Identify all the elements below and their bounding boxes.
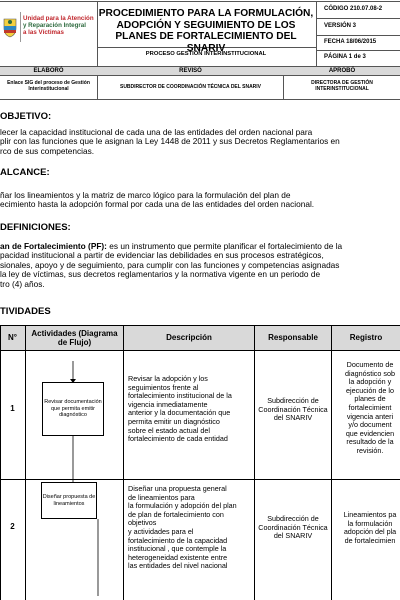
description-line: fortalecimiento de la capacidad (128, 535, 228, 545)
definition-line: pacidad institucional a partir de evidenciar las debilidades en sus procesos estratégicos, (0, 250, 324, 261)
responsable-line: Subdirección de (267, 396, 319, 405)
alcance-text (0, 191, 398, 210)
responsable-line: Subdirección de (267, 514, 319, 523)
document-title: PROCEDIMIENTO PARA LA FORMULACIÓN, ADOPCIÓN Y SEGUIMIENTO DE LOS PLANES DE FORTALECIMIENTO DEL SNARIV (98, 8, 314, 54)
column-header-descripcion: Descripción (124, 325, 254, 350)
column-header-registro: Registro (332, 325, 400, 350)
registro-line: y/o document (348, 420, 392, 430)
description-line: las entidades del nivel nacional (128, 561, 228, 571)
reviso-header: REVISÓ (179, 68, 202, 74)
description-line: de lineamientos para (128, 492, 195, 502)
description-line: de plan de fortalecimiento con objetivos (128, 509, 224, 528)
definition-line: tro (4) años. (0, 278, 45, 289)
registro-line: resultado de la (346, 437, 394, 447)
colombia-shield-icon (2, 16, 18, 38)
document-version: VERSIÓN 3 (324, 23, 357, 29)
page-number: PÁGINA 1 de 3 (324, 54, 366, 60)
document-code: CÓDIGO 210.07.08-2 (324, 6, 383, 12)
registro-line: adopción del pla (343, 527, 397, 537)
logo-text-line3: a las Víctimas (23, 29, 64, 36)
row-number: 1 (10, 404, 15, 413)
logo-text-line1: Unidad para la Atención (23, 15, 94, 22)
definition-line: sionales, apoyo y de seguimiento, para cumplir con las funciones y competencias asignadas (0, 259, 340, 270)
description-line: anterior y la documentación que (128, 408, 231, 418)
registro-line: diagnóstico sob (345, 368, 395, 378)
column-header-n: N° (0, 325, 25, 350)
definiciones-heading: DEFINICIONES: (0, 222, 71, 233)
description-line: fortalecimiento institucional de la (128, 391, 232, 401)
definition-line: la ley de víctimas, sus decretos reglamentarios y la normativa vigente en un periodo de (0, 269, 321, 280)
registro-line: revisión. (356, 445, 384, 455)
alcance-heading: ALCANCE: (0, 167, 50, 178)
description-line: Diseñar una propuesta general (128, 484, 227, 493)
definiciones-text (0, 242, 398, 289)
elaboro-value: Enlace SIG del proceso de Gestión Interinstitucional (7, 80, 90, 92)
objetivo-line: lecer la capacidad institucional de cada una de las entidades del orden nacional para (0, 127, 313, 137)
actividades-heading: TIVIDADES (0, 306, 51, 317)
responsable-line: del SNARIV (273, 531, 313, 541)
registro-line: vigencia anteri (346, 411, 394, 421)
row-registro (340, 361, 400, 456)
objetivo-line: rco de sus competencias. (0, 145, 95, 156)
registro-line: Lineamientos pa (343, 511, 397, 519)
definition-text: es un instrumento que permite planificar el fortalecimiento de la (106, 241, 343, 251)
registro-line: de fortalecimien (344, 535, 396, 545)
row-responsable (255, 515, 331, 541)
objetivo-heading: OBJETIVO: (0, 111, 52, 122)
description-line: vigencia inmediatamente (128, 399, 208, 409)
responsable-line: del SNARIV (273, 413, 313, 423)
registro-line: ejecución de lo (346, 385, 394, 395)
logo-text-line2: y Reparación Integral (23, 22, 86, 29)
description-line: institucional , que contemple la (128, 544, 227, 554)
description-line: heterogeneidad existente entre (128, 552, 228, 562)
row-description (128, 375, 252, 444)
column-header-responsable: Responsable (255, 325, 331, 350)
aprobo-header: APROBÓ (328, 68, 356, 74)
description-line: la formulación y adopción del plan (128, 501, 237, 511)
definition-term: an de Fortalecimiento (PF): (0, 241, 107, 251)
registro-line: la adopción y (348, 377, 392, 387)
flow-step-box (42, 382, 104, 436)
flow-step-box (41, 482, 97, 519)
column-header-actividades: Actividades (Diagrama de Flujo) (26, 325, 123, 350)
alcance-line: ecimiento hasta la adopción formal por cada una de las entidades del orden nacional. (0, 199, 315, 210)
registro-line: que evidencien (345, 428, 395, 438)
responsable-line: Coordinación Técnica (258, 522, 328, 532)
registro-line: la formulación (347, 518, 393, 528)
aprobo-value: DIRECTORA DE GESTIÓN INTERINSTITUCIONAL (311, 80, 373, 92)
flow-step-label: Diseñar propuesta de lineamientos (42, 493, 96, 507)
description-line: permita emitir un diagnóstico (128, 416, 220, 426)
objetivo-line: plir con las funciones que le asignan la Ley 1448 de 2011 y sus Decretos Reglamentarios en (0, 136, 340, 147)
description-line: sobre el estado actual del (128, 425, 210, 435)
document-header (0, 0, 400, 100)
alcance-line: ñar los lineamientos y la matriz de marco lógico para la formulación del plan de (0, 190, 291, 200)
registro-line: Documento de (346, 361, 394, 369)
document-date: FECHA 18/06/2015 (324, 39, 377, 45)
flow-step-label: Revisar documentación que permita emitir diagnóstico (44, 399, 102, 419)
process-name: PROCESO GESTIÓN INTERINSTITUCIONAL (145, 51, 267, 57)
row-number: 2 (10, 522, 15, 531)
responsable-line: Coordinación Técnica (258, 404, 328, 414)
description-line: y actividades para el (128, 526, 194, 536)
elaboro-header: ELABORÓ (33, 68, 64, 74)
row-description (128, 485, 252, 571)
reviso-value: SUBDIRECTOR DE COORDINACIÓN TÉCNICA DEL SNARIV (119, 84, 262, 90)
description-line: seguimientos frente al (128, 382, 199, 392)
description-line: fortalecimiento de cada entidad (128, 434, 228, 444)
activities-table (0, 325, 400, 600)
description-line: Revisar la adopción y los (128, 374, 208, 383)
row-registro (340, 511, 400, 545)
unidad-victimas-logo (0, 4, 96, 56)
registro-line: fortalecimient (348, 402, 392, 412)
registro-line: planes de (354, 394, 386, 404)
row-responsable (255, 397, 331, 423)
objetivo-text (0, 128, 398, 156)
